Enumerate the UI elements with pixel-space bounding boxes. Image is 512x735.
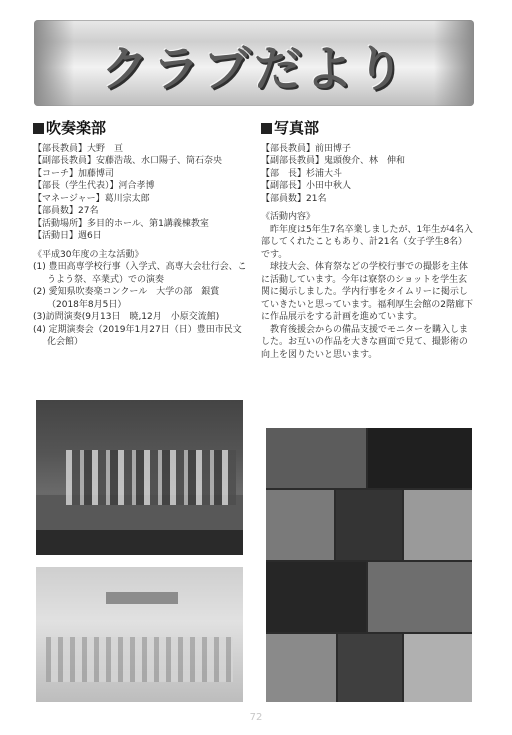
activity-item: (3)訪問演奏(9月13日 暁,12月 小原交流館) (33, 312, 220, 322)
member-line: 【活動場所】多目的ホール、第1講義棟教室 (33, 218, 209, 229)
photo-club-section (261, 119, 476, 361)
page-title: クラブだより (100, 41, 407, 97)
page-number: 72 (249, 712, 263, 723)
band-concert-photo (36, 400, 243, 555)
activity-date: （2018年8月5日） (47, 299, 127, 310)
activity-item: (1) 豊田高専学校行事（入学式、高専大会壮行会、こうよう祭、卒業式）での演奏 (33, 262, 247, 285)
club-heading: 吹奏楽部 (33, 122, 248, 135)
member-line: 【部長教員】前田博子 (261, 143, 352, 154)
activity-item: (2) 愛知県吹奏楽コンクール 大学の部 銀賞 (33, 287, 220, 297)
body-paragraph: 球技大会、体育祭などの学校行事での撮影を主体に活動しています。今年は寮祭のショットを学生玄関に掲示しました。学内行事をタイムリーに掲示していきたいと思っています。福利厚生会館の2階廊下に作品展示をする計画を進めています。 (261, 262, 474, 322)
band-hall-photo (36, 567, 243, 702)
band-club-section (33, 119, 248, 349)
club-heading: 写真部 (261, 122, 476, 135)
content-heading: 《活動内容》 (261, 212, 316, 222)
member-line: 【副部長教員】安藤浩哉、水口陽子、筒石奈央 (33, 156, 223, 166)
body-paragraph: 教育後援会からの備品支援でモニターを購入しました。お互いの作品を大きな画面で見て、撮影術の向上を図りたいと思います。 (261, 324, 469, 360)
square-bullet-icon (261, 123, 272, 134)
member-line: 【副部長教員】鬼頭俊介、林 伸和 (261, 156, 406, 166)
square-bullet-icon (33, 123, 44, 134)
member-line: 【部長教員】大野 亘 (33, 143, 124, 154)
member-line: 【副部長】小田中秋人 (261, 181, 352, 191)
member-line: 【部員数】21名 (261, 193, 327, 204)
member-line: 【活動日】週6日 (33, 231, 102, 241)
body-paragraph: 昨年度は5年生7名卒業しましたが、1年生が4名入部してくれたこともあり、計21名（女子学生8名）です。 (261, 224, 473, 260)
photo-collage (266, 428, 472, 702)
member-line: 【部員数】27名 (33, 206, 99, 216)
title-banner (34, 20, 474, 106)
member-line: 【部長（学生代表）】河合孝博 (33, 181, 155, 191)
activity-item: (4) 定期演奏会（2019年1月27日（日）豊田市民文化会館） (33, 324, 242, 347)
member-line: 【マネージャー】葛川宗太郎 (33, 193, 150, 204)
activities-heading: 《平成30年度の主な活動》 (33, 249, 144, 260)
member-line: 【コーチ】加藤博司 (33, 168, 115, 179)
member-line: 【部 長】杉浦大斗 (261, 168, 343, 179)
